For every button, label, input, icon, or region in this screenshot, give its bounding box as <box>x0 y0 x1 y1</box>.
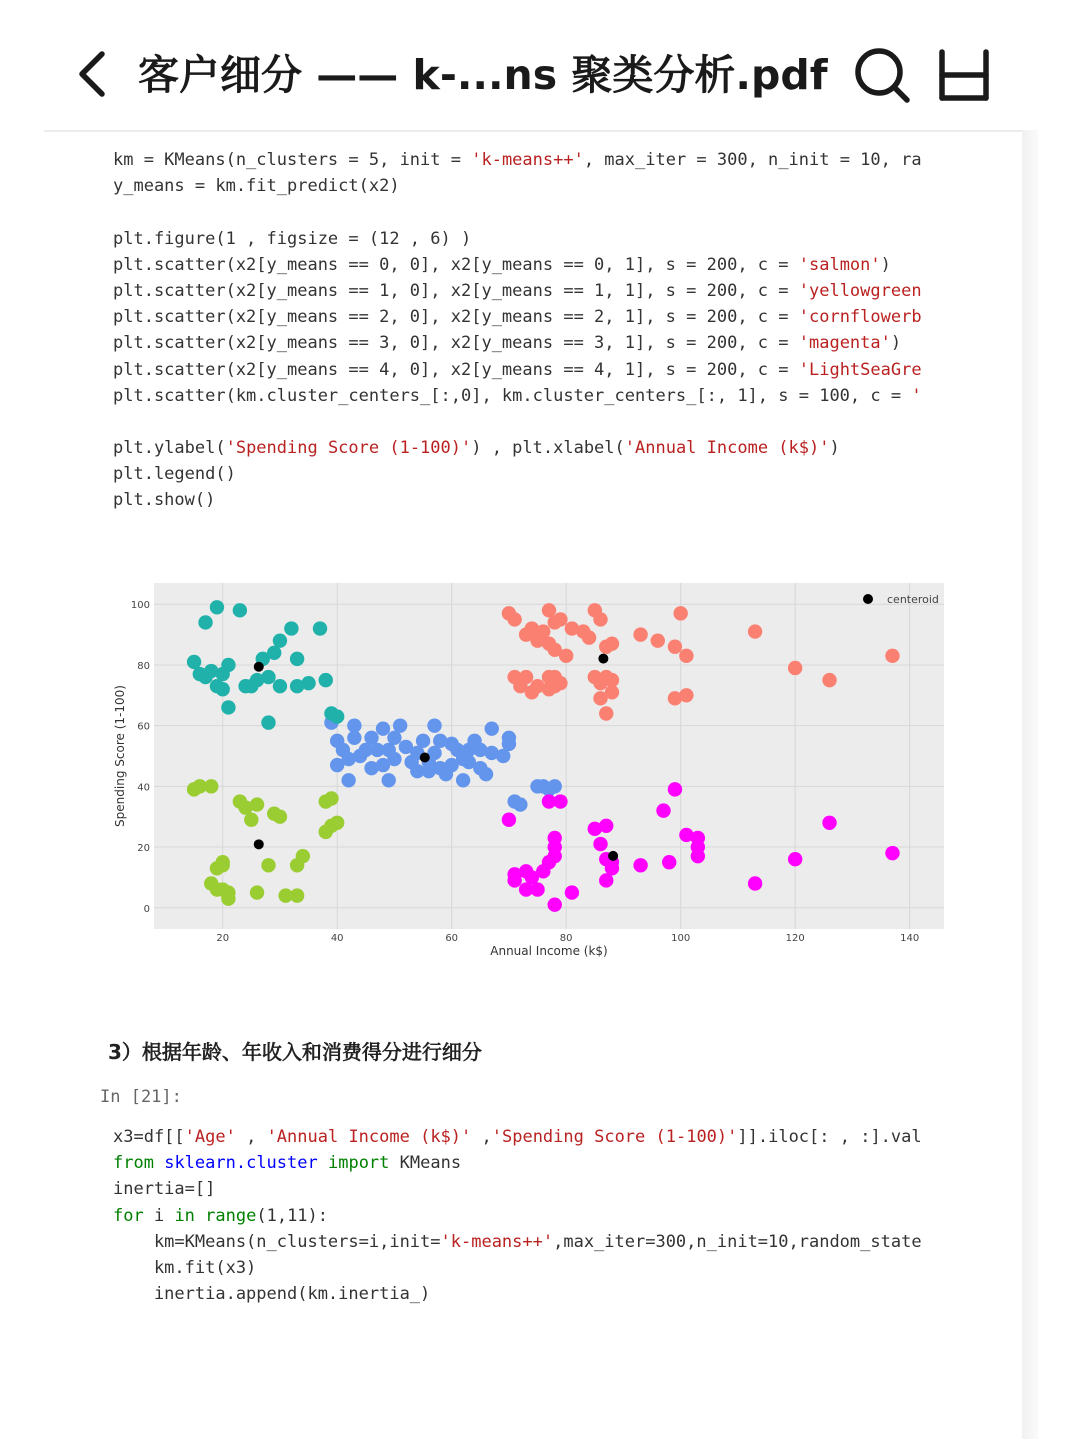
x-tick-label: 40 <box>330 933 344 944</box>
centroid-point <box>254 839 264 849</box>
cluster-2-point <box>382 773 396 787</box>
cluster-3-point <box>502 813 516 827</box>
top-bar <box>0 0 1080 130</box>
code-token: plt.scatter(km.cluster_centers_[:,0], km.cluster_centers_[:, 1], s = 100, c = <box>113 385 912 406</box>
cluster-4-point <box>221 700 235 714</box>
cluster-0-point <box>593 612 607 626</box>
x-axis-label: Annual Income (k$) <box>490 944 608 958</box>
cluster-4-point <box>221 658 235 672</box>
code-token: 'magenta' <box>798 333 891 354</box>
cluster-4-point <box>313 621 327 635</box>
cluster-0-point <box>519 670 533 684</box>
code-line <box>113 199 943 225</box>
code-token: , <box>471 1127 492 1147</box>
code-token: y_means = km.fit_predict(x2) <box>113 176 400 197</box>
centroid-point <box>420 753 430 763</box>
cluster-4-point <box>215 682 229 696</box>
code-token: 'salmon' <box>798 254 881 275</box>
cluster-1-point <box>244 813 258 827</box>
cluster-1-point <box>296 849 310 863</box>
cell-prompt: In [21]: <box>100 1087 182 1107</box>
cluster-0-point <box>668 640 682 654</box>
cluster-scatter-chart <box>100 575 960 965</box>
cluster-3-point <box>788 852 802 866</box>
cluster-3-point <box>599 819 613 833</box>
y-axis-label: Spending Score (1-100) <box>113 685 127 827</box>
x-tick-label: 60 <box>445 933 459 944</box>
code-token: plt.ylabel( <box>113 438 226 459</box>
y-tick-label: 60 <box>137 721 150 733</box>
cluster-2-point <box>479 767 493 781</box>
cluster-0-point <box>679 649 693 663</box>
page-edge <box>1022 130 1038 1439</box>
code-token: 'k-means++' <box>440 1231 554 1252</box>
code-token: plt.figure(1 , figsize = (12 , 6) ) <box>113 228 472 249</box>
cluster-0-point <box>651 633 665 647</box>
cluster-4-point <box>301 676 315 690</box>
cluster-0-point <box>788 661 802 675</box>
code-token: 'Age' <box>184 1127 236 1147</box>
code-token: for <box>113 1205 144 1226</box>
cluster-1-point <box>215 855 229 869</box>
code-token: inertia=[] <box>113 1179 216 1200</box>
cluster-4-point <box>290 652 304 666</box>
search-icon <box>852 46 914 106</box>
cluster-3-point <box>548 831 562 845</box>
cluster-1-point <box>261 858 275 872</box>
legend-marker <box>863 594 873 604</box>
cluster-1-point <box>204 779 218 793</box>
code-token: 'Spending Score (1-100)' <box>491 1127 738 1147</box>
cluster-1-point <box>273 810 287 824</box>
cluster-3-point <box>593 837 607 851</box>
code-block-elbow <box>113 1124 943 1307</box>
code-line <box>113 461 943 487</box>
cluster-2-point <box>427 718 441 732</box>
cluster-0-point <box>599 706 613 720</box>
cluster-1-point <box>324 791 338 805</box>
code-token: ) , plt.xlabel( <box>471 438 625 459</box>
cluster-2-point <box>502 731 516 745</box>
cluster-0-point <box>559 649 573 663</box>
code-line <box>113 1281 943 1307</box>
code-token: in <box>174 1205 195 1226</box>
cluster-4-point <box>261 670 275 684</box>
code-line <box>113 357 943 383</box>
cluster-0-point <box>553 612 567 626</box>
code-line <box>113 173 943 199</box>
cluster-3-point <box>565 885 579 899</box>
code-token: ) <box>829 438 840 459</box>
code-token: sklearn.cluster <box>164 1153 318 1174</box>
x-tick-label: 100 <box>671 933 691 944</box>
cluster-3-point <box>748 876 762 890</box>
cluster-0-point <box>822 673 836 687</box>
code-token: 'Spending Score (1-100)' <box>225 438 472 459</box>
code-token <box>154 1153 164 1173</box>
cluster-0-point <box>633 627 647 641</box>
cluster-1-point <box>290 888 304 902</box>
code-token: plt.scatter(x2[y_means == 1, 0], x2[y_means == 1, 1], s = 200, c = <box>113 280 799 301</box>
code-line <box>113 1255 943 1281</box>
code-token: KMeans <box>389 1153 462 1174</box>
code-token: ,max_iter=300,n_init=10,random_state <box>553 1231 922 1252</box>
code-line <box>113 147 943 173</box>
menu-icon <box>936 46 996 106</box>
chevron-left-icon <box>70 44 120 104</box>
code-token: x3=df[[ <box>113 1127 185 1147</box>
cluster-1-point <box>250 885 264 899</box>
code-token: ' <box>911 385 922 406</box>
code-token: 'yellowgreen <box>798 280 922 301</box>
code-token: km.fit(x3) <box>113 1257 257 1278</box>
cluster-0-point <box>885 649 899 663</box>
y-tick-label: 80 <box>137 660 150 672</box>
cluster-3-point <box>633 858 647 872</box>
cluster-2-point <box>513 797 527 811</box>
cluster-2-point <box>341 773 355 787</box>
code-token: 'k-means++' <box>471 150 584 170</box>
x-tick-label: 140 <box>900 933 920 944</box>
cluster-4-point <box>233 603 247 617</box>
cluster-1-point <box>250 797 264 811</box>
code-token: 'Annual Income (k$)' <box>624 438 830 459</box>
x-tick-label: 120 <box>785 933 805 944</box>
cluster-4-point <box>273 679 287 693</box>
code-line <box>113 487 943 513</box>
code-line <box>113 1150 943 1176</box>
cluster-3-point <box>668 782 682 796</box>
y-tick-label: 0 <box>143 903 150 915</box>
y-tick-label: 100 <box>130 600 150 612</box>
cluster-2-point <box>393 718 407 732</box>
centroid-point <box>608 851 618 861</box>
cluster-3-point <box>553 794 567 808</box>
cluster-1-point <box>221 891 235 905</box>
cluster-3-point <box>662 855 676 869</box>
cluster-4-point <box>284 621 298 635</box>
y-tick-label: 20 <box>137 843 150 855</box>
document-title: 客户细分 —— k-...ns 聚类分析.pdf <box>138 51 828 99</box>
cluster-2-point <box>456 773 470 787</box>
code-token: 'Annual Income (k$)' <box>266 1127 472 1147</box>
cluster-3-point <box>507 873 521 887</box>
cluster-0-point <box>748 624 762 638</box>
cluster-2-point <box>376 721 390 735</box>
code-token <box>318 1153 328 1173</box>
code-line <box>113 278 943 304</box>
code-token: ) <box>880 254 891 275</box>
code-token: (1,11): <box>256 1205 329 1226</box>
cluster-3-point <box>691 831 705 845</box>
code-token: plt.scatter(x2[y_means == 2, 0], x2[y_means == 2, 1], s = 200, c = <box>113 307 799 328</box>
cluster-3-point <box>656 803 670 817</box>
cluster-2-point <box>416 734 430 748</box>
code-token: from <box>113 1153 154 1174</box>
code-token: i <box>143 1205 175 1226</box>
y-tick-label: 40 <box>137 782 150 794</box>
code-token: , max_iter = 300, n_init = 10, ra <box>583 150 922 170</box>
cluster-0-point <box>553 676 567 690</box>
code-line <box>113 330 943 356</box>
cluster-3-point <box>530 882 544 896</box>
cluster-3-point <box>885 846 899 860</box>
code-token: range <box>205 1205 257 1226</box>
legend-label: centeroid <box>887 593 939 606</box>
centroid-point <box>254 662 264 672</box>
code-token: inertia.append(km.inertia_) <box>113 1284 431 1305</box>
cluster-3-point <box>548 898 562 912</box>
code-token: ]].iloc[: , :].val <box>737 1127 922 1147</box>
cluster-0-point <box>679 688 693 702</box>
code-block-kmeans-plot <box>113 147 943 514</box>
code-token <box>195 1206 205 1226</box>
code-token: km = KMeans(n_clusters = 5, init = <box>113 150 472 170</box>
code-token: ) <box>890 333 902 354</box>
cluster-1-point <box>324 819 338 833</box>
code-token: plt.legend() <box>113 464 236 485</box>
search-button[interactable] <box>852 46 914 106</box>
menu-button[interactable] <box>936 46 996 106</box>
x-tick-label: 80 <box>559 933 573 944</box>
code-line <box>113 1176 943 1202</box>
centroid-point <box>598 654 608 664</box>
cluster-4-point <box>198 615 212 629</box>
cluster-0-point <box>582 630 596 644</box>
cluster-0-point <box>673 606 687 620</box>
code-line <box>113 1124 943 1150</box>
cluster-4-point <box>319 673 333 687</box>
code-line <box>113 226 943 252</box>
cluster-4-point <box>330 709 344 723</box>
code-token: plt.show() <box>113 490 216 511</box>
cluster-0-point <box>507 612 521 626</box>
code-token: , <box>235 1127 267 1147</box>
code-token: plt.scatter(x2[y_means == 0, 0], x2[y_means == 0, 1], s = 200, c = <box>113 254 799 275</box>
code-line <box>113 383 943 409</box>
code-token: import <box>327 1153 390 1174</box>
section-heading: 3）根据年龄、年收入和消费得分进行细分 <box>108 1040 482 1064</box>
code-line <box>113 1203 943 1229</box>
code-line <box>113 435 943 461</box>
cluster-4-point <box>273 633 287 647</box>
cluster-0-point <box>605 637 619 651</box>
cluster-2-point <box>347 718 361 732</box>
cluster-4-point <box>261 715 275 729</box>
cluster-2-point <box>485 721 499 735</box>
cluster-0-point <box>605 685 619 699</box>
cluster-3-point <box>822 816 836 830</box>
code-token: plt.scatter(x2[y_means == 3, 0], x2[y_means == 3, 1], s = 200, c = <box>113 333 799 354</box>
cluster-4-point <box>210 600 224 614</box>
code-token: 'LightSeaGre <box>798 359 922 380</box>
code-token: 'cornflowerb <box>798 307 922 328</box>
back-button[interactable] <box>70 44 120 104</box>
code-line <box>113 409 943 435</box>
cluster-2-point <box>387 752 401 766</box>
code-token: plt.scatter(x2[y_means == 4, 0], x2[y_means == 4, 1], s = 200, c = <box>113 359 799 380</box>
x-tick-label: 20 <box>216 933 230 944</box>
code-token: km=KMeans(n_clusters=i,init= <box>113 1231 441 1252</box>
code-line <box>113 252 943 278</box>
code-line <box>113 1229 943 1255</box>
cluster-2-point <box>548 779 562 793</box>
code-line <box>113 304 943 330</box>
